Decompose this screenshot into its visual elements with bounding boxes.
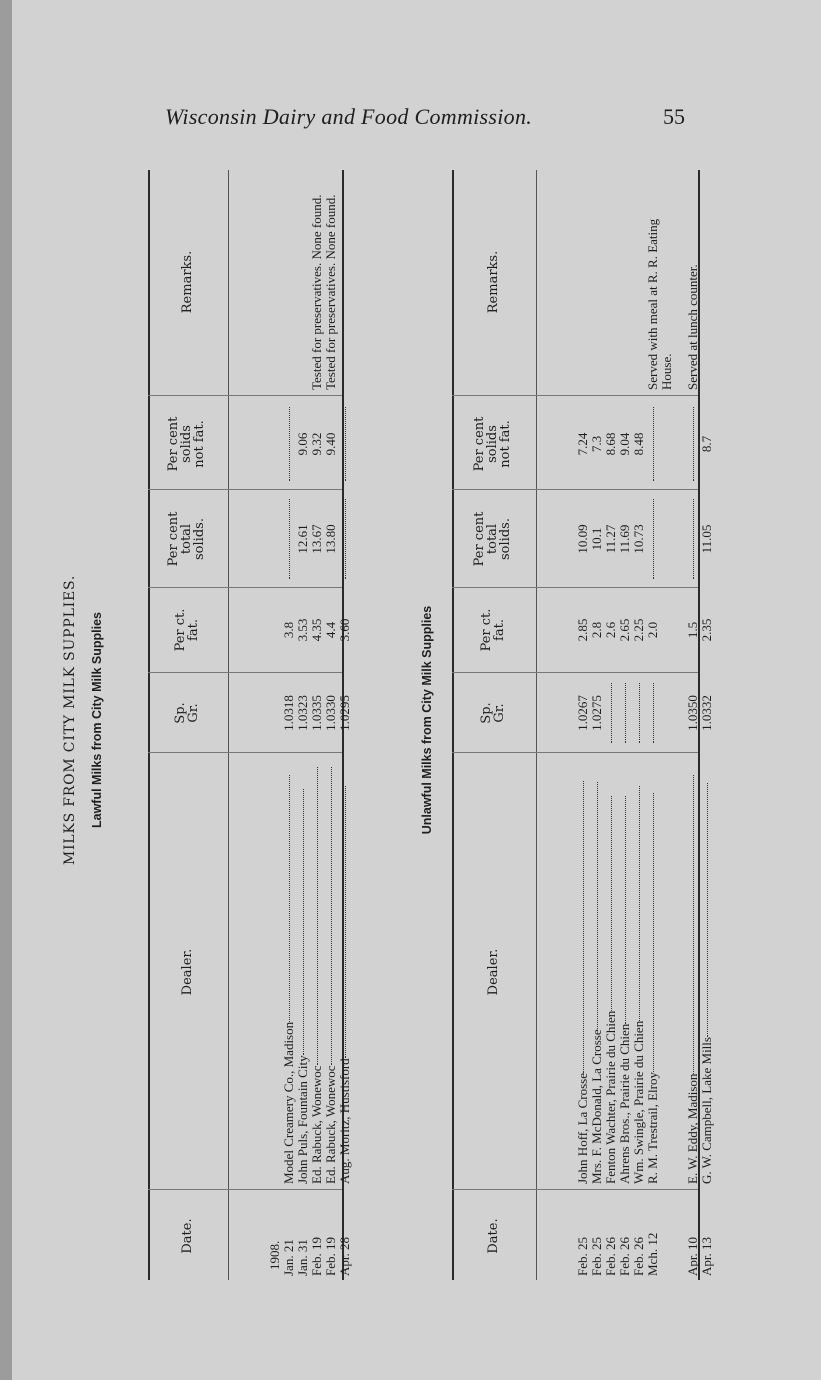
cell-solids-not-fat: 9.40 [323,432,338,456]
cell-sp-gr: 1.0323 [295,695,310,731]
leader-dots [693,775,694,1073]
cell-solids-not-fat [282,400,296,488]
column-header-solids-not-fat: Per cent solids not fat. [472,416,513,472]
empty-value-dots [625,683,626,743]
leader-dots [639,786,640,1020]
empty-value-dots [639,683,640,743]
main-title: MILKS FROM CITY MILK SUPPLIES. [62,574,78,866]
dealer-name: Ahrens Bros., Prairie du Chien [617,1023,632,1184]
table-row [686,170,700,1280]
leader-dots [653,793,654,1072]
dealer-name: Mrs. F. McDonald, La Crosse [589,1029,604,1184]
cell-sp-gr: 1.0332 [699,695,714,731]
cell-sp-gr: 1.0318 [281,695,296,731]
cell-sp-gr: 1.0267 [575,695,590,731]
table-row [660,170,674,1280]
cell-fat: 3.8 [281,621,296,639]
empty-value-dots [611,683,612,743]
cell-total-solids: 10.1 [589,527,604,551]
table-header-rule [536,170,537,1280]
cell-date: Jan. 21 [281,1239,296,1276]
cell-fat: 2.6 [603,621,618,639]
cell-dealer [296,756,310,1188]
cell-date: Feb. 26 [603,1237,618,1276]
cell-solids-not-fat: 9.06 [295,432,310,456]
cell-date: Feb. 19 [323,1237,338,1276]
leader-dots [345,786,346,1059]
column-header-date: Date. [486,1218,501,1254]
column-header-remarks: Remarks. [180,250,195,314]
leader-dots [317,767,318,1065]
leader-dots [597,782,598,1029]
cell-date: Apr. 10 [685,1237,700,1276]
cell-fat: 2.85 [575,618,590,642]
cell-fat: 4.4 [323,621,338,639]
cell-total-solids: 10.09 [575,524,590,554]
cell-total-solids: 12.61 [295,524,310,554]
table-row [590,170,604,1280]
table-row [632,170,646,1280]
dealer-name: R. M. Trestrail, Elroy [645,1072,660,1184]
cell-total-solids: 11.05 [699,524,714,554]
dealer-name: Ed. Rabuck, Wonewoc [309,1065,324,1184]
cell-sp-gr: 1.0335 [309,695,324,731]
cell-total-solids [282,492,296,586]
table-row [646,170,660,1280]
cell-total-solids [686,492,700,586]
empty-value-dots [693,407,694,481]
table-row [618,170,632,1280]
cell-solids-not-fat: 9.04 [617,432,632,456]
cell-dealer [618,756,632,1188]
unlawful-table-title: Unlawful Milks from City Milk Supplies [420,605,434,835]
cell-fat: 4.35 [309,618,324,642]
table-header-rule [228,170,229,1280]
table-row [576,170,590,1280]
cell-dealer [576,756,590,1188]
dealer-name: G. W. Campbell, Lake Mills [699,1037,714,1184]
column-header-date: Date. [180,1218,195,1254]
cell-total-solids: 13.80 [323,524,338,554]
empty-value-dots [653,407,654,481]
lawful-table-title: Lawful Milks from City Milk Supplies [90,612,104,829]
unlawful-milks-table [452,170,714,1280]
table-row [338,170,352,1280]
leader-dots [625,796,626,1024]
cell-date: Jan. 31 [295,1239,310,1276]
running-header [165,104,685,134]
empty-value-dots [693,499,694,579]
cell-dealer [632,756,646,1188]
cell-dealer [590,756,604,1188]
cell-fat: 2.65 [617,618,632,642]
cell-dealer [700,756,714,1188]
leader-dots [331,767,332,1065]
column-header-solids-not-fat: Per cent solids not fat. [166,416,207,472]
cell-fat: 2.0 [645,621,660,639]
cell-solids-not-fat: 7.24 [575,432,590,456]
cell-fat: 2.25 [631,618,646,642]
cell-total-solids: 11.69 [617,524,632,554]
cell-solids-not-fat [646,400,660,488]
table-row [282,170,296,1280]
lawful-milks-table [148,170,352,1280]
cell-dealer [646,756,660,1188]
cell-sp-gr [632,676,646,750]
cell-total-solids: 10.73 [631,524,646,554]
cell-remarks: Served at lunch counter. [685,264,700,390]
cell-date: Mch. 12 [645,1232,660,1276]
dealer-name: John Hoff, La Crosse [575,1073,590,1184]
cell-solids-not-fat: 9.32 [309,432,324,456]
dealer-name: Model Creamery Co., Madison [281,1021,296,1184]
cell-date: Feb. 26 [631,1237,646,1276]
empty-value-dots [653,683,654,743]
column-header-remarks: Remarks. [486,250,501,314]
cell-dealer [604,756,618,1188]
table-row [310,170,324,1280]
table-top-rule [452,170,454,1280]
cell-total-solids: 13.67 [309,524,324,554]
cell-solids-not-fat: 7.3 [589,435,604,453]
cell-date: Apr. 13 [699,1237,714,1276]
cell-remarks: Tested for preservatives. None found. [309,194,324,390]
cell-solids-not-fat: 8.68 [603,432,618,456]
cell-sp-gr: 1.0275 [589,695,604,731]
cell-date: Feb. 25 [589,1237,604,1276]
table-row [324,170,338,1280]
column-header-fat: Per ct. fat. [479,608,507,652]
dealer-name: Aug. Moritz, Hustisford [337,1058,352,1184]
cell-fat: 3.60 [337,618,352,642]
leader-dots [707,783,708,1037]
leader-dots [583,781,584,1073]
cell-dealer [686,756,700,1188]
cell-date: Apr. 28 [337,1237,352,1276]
cell-solids-not-fat: 8.7 [699,435,714,453]
column-header-dealer: Dealer. [486,948,501,996]
column-header-fat: Per ct. fat. [173,608,201,652]
page-edge-shadow [0,0,12,1380]
cell-date: Feb. 25 [575,1237,590,1276]
table-row [700,170,714,1280]
page-number: 55 [663,104,685,129]
column-header-total-solids: Per cent total solids. [166,511,207,567]
cell-dealer [324,756,338,1188]
table-row [296,170,310,1280]
dealer-name: John Puls, Fountain City [295,1055,310,1184]
cell-dealer [338,756,352,1188]
cell-solids-not-fat [338,400,352,488]
cell-sp-gr [618,676,632,750]
table-top-rule [148,170,150,1280]
cell-fat: 2.8 [589,621,604,639]
cell-dealer [282,756,296,1188]
empty-value-dots [345,407,346,481]
cell-fat: 3.53 [295,618,310,642]
cell-solids-not-fat [686,400,700,488]
running-header-title: Wisconsin Dairy and Food Commission. [165,104,533,129]
cell-remarks: House. [659,353,674,390]
dealer-name: Wm. Swingle, Prairie du Chien [631,1020,646,1184]
cell-dealer [310,756,324,1188]
column-header-sp-gr: Sp. Gr. [479,702,507,724]
rotated-table-block [60,160,714,1280]
dealer-name: E. W. Eddy, Madison [685,1073,700,1184]
cell-remarks: Tested for preservatives. None found. [323,194,338,390]
year-label: 1908. [267,1240,282,1270]
cell-remarks: Served with meal at R. R. Eating [645,218,660,390]
cell-fat: 2.35 [699,618,714,642]
empty-value-dots [345,499,346,579]
column-header-dealer: Dealer. [180,948,195,996]
table-row [604,170,618,1280]
cell-total-solids: 11.27 [603,524,618,554]
empty-value-dots [289,407,290,481]
dealer-name: Fenton Wachter, Prairie du Chien [603,1010,618,1184]
cell-sp-gr: 1.0330 [323,695,338,731]
column-header-total-solids: Per cent total solids. [472,511,513,567]
cell-sp-gr [604,676,618,750]
cell-fat: 1.5 [685,621,700,639]
column-header-sp-gr: Sp. Gr. [173,702,201,724]
cell-solids-not-fat: 8.48 [631,432,646,456]
cell-sp-gr: 1.0350 [685,695,700,731]
cell-sp-gr [646,676,660,750]
cell-sp-gr: 1.0295 [337,695,352,731]
cell-date: Feb. 19 [309,1237,324,1276]
leader-dots [611,796,612,1011]
cell-total-solids [338,492,352,586]
leader-dots [289,775,290,1022]
cell-date: Feb. 26 [617,1237,632,1276]
empty-value-dots [653,499,654,579]
dealer-name: Ed. Rabuck, Wonewoc [323,1065,338,1184]
cell-total-solids [646,492,660,586]
empty-value-dots [289,499,290,579]
leader-dots [303,789,304,1055]
